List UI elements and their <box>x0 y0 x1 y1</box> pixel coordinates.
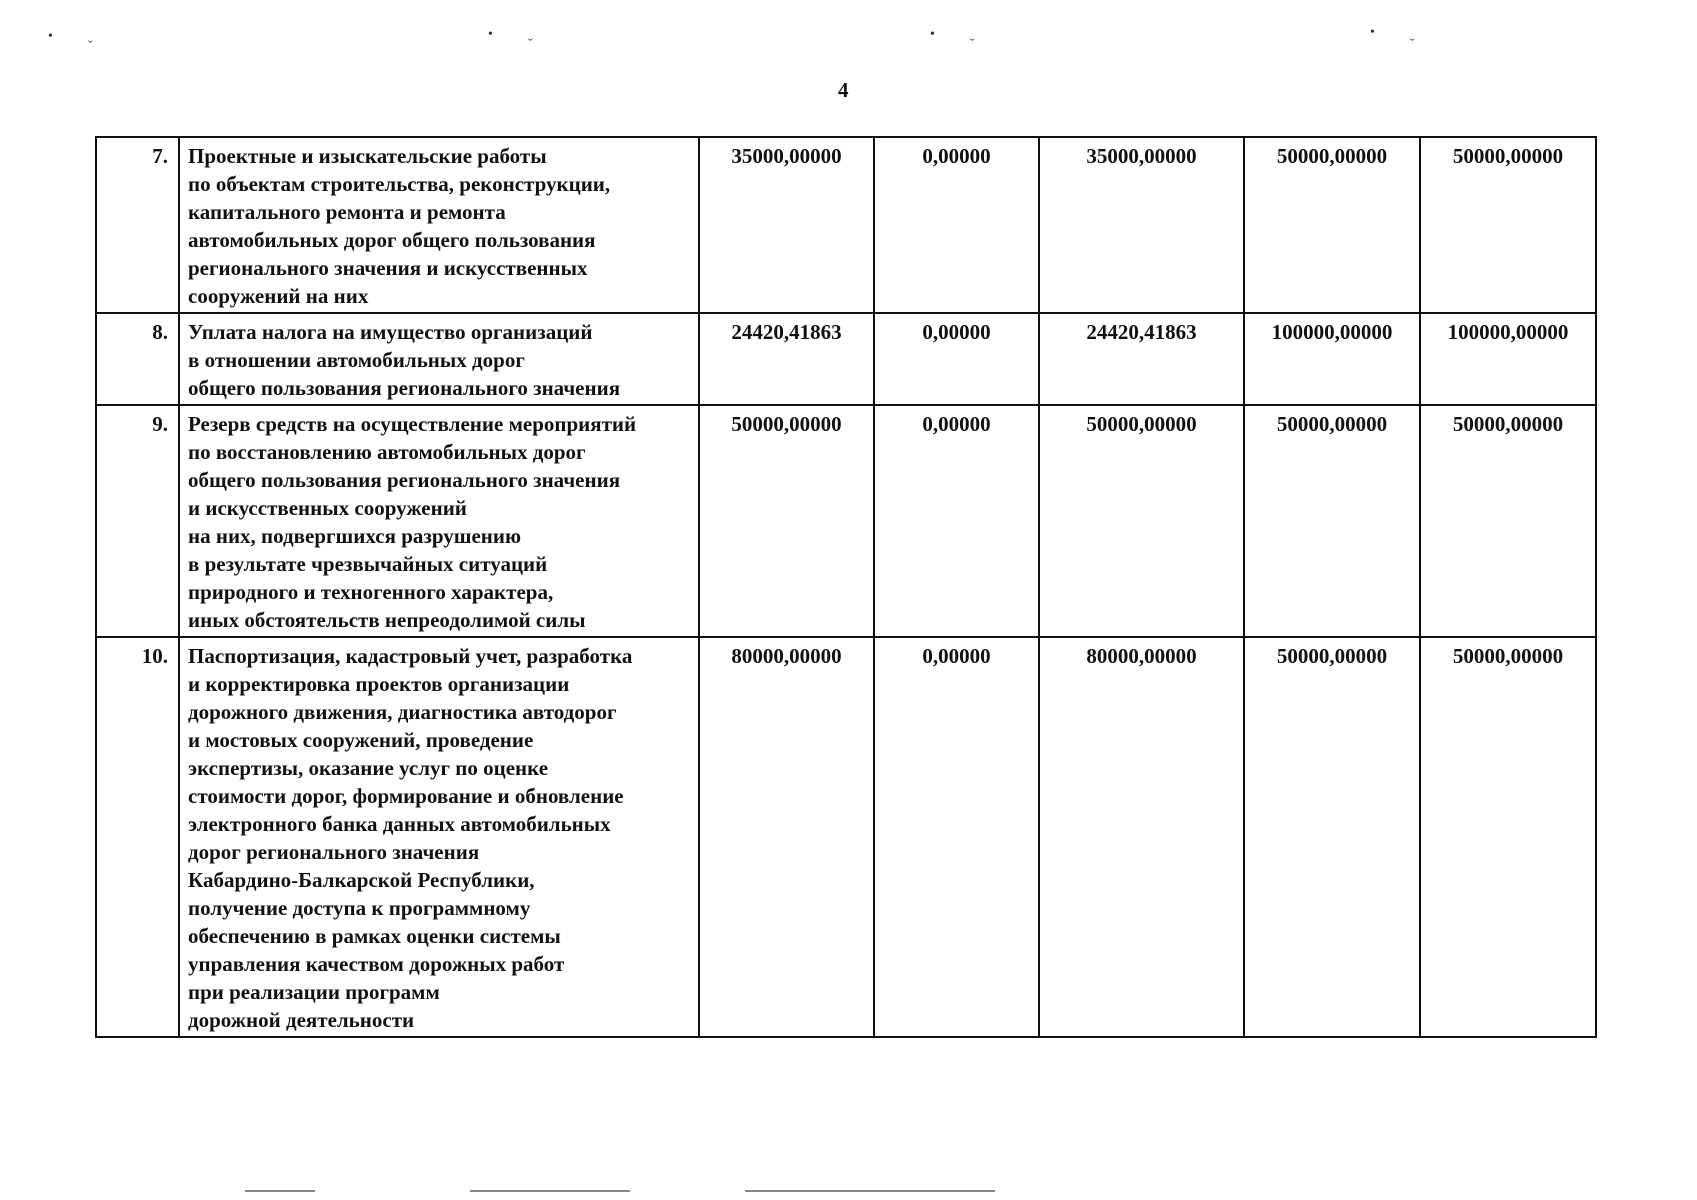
row-number: 9. <box>96 405 179 637</box>
scan-rule <box>745 1190 995 1192</box>
page-number: 4 <box>838 78 849 102</box>
row-description: Резерв средств на осуществление мероприятий по восстановлению автомобильных дорог общего пользования регионального значения и искусственных сооружений на них, подвергшихся разрушению в результате чрезвычайных ситуаций природного и техногенного характера, иных обстоятельств непреодолимой силы <box>179 405 699 637</box>
row-number: 7. <box>96 137 179 313</box>
table-row <box>96 313 1596 405</box>
value-col-1: 35000,00000 <box>699 137 874 313</box>
scan-speck: ˇ <box>970 37 975 52</box>
budget-table <box>95 136 1597 1038</box>
scan-speck: • <box>1370 25 1375 40</box>
value-col-5: 50000,00000 <box>1420 637 1596 1037</box>
value-col-3: 24420,41863 <box>1039 313 1244 405</box>
scan-rule <box>470 1190 630 1192</box>
value-col-2: 0,00000 <box>874 405 1039 637</box>
row-description: Проектные и изыскательские работы по объектам строительства, реконструкции, капитального ремонта и ремонта автомобильных дорог общего пользования регионального значения и искусственных сооружений на них <box>179 137 699 313</box>
value-col-1: 24420,41863 <box>699 313 874 405</box>
value-col-3: 50000,00000 <box>1039 405 1244 637</box>
scan-speck: • <box>488 27 493 42</box>
table-row <box>96 405 1596 637</box>
row-number: 8. <box>96 313 179 405</box>
value-col-5: 50000,00000 <box>1420 405 1596 637</box>
row-number: 10. <box>96 637 179 1037</box>
value-col-4: 50000,00000 <box>1244 405 1420 637</box>
table-row <box>96 637 1596 1037</box>
value-col-3: 80000,00000 <box>1039 637 1244 1037</box>
value-col-4: 100000,00000 <box>1244 313 1420 405</box>
value-col-2: 0,00000 <box>874 313 1039 405</box>
value-col-1: 80000,00000 <box>699 637 874 1037</box>
row-description: Паспортизация, кадастровый учет, разработка и корректировка проектов организации дорожного движения, диагностика автодорог и мостовых сооружений, проведение экспертизы, оказание услуг по оценке стоимости дорог, формирование и обновление электронного банка данных автомобильных дорог регионального значения Кабардино-Балкарской Республики, получение доступа к программному обеспечению в рамках оценки системы управления качеством дорожных работ при реализации программ дорожной деятельности <box>179 637 699 1037</box>
scan-speck: ˇ <box>88 39 93 54</box>
row-description: Уплата налога на имущество организаций в отношении автомобильных дорог общего пользования регионального значения <box>179 313 699 405</box>
table-row <box>96 137 1596 313</box>
scan-speck: • <box>48 29 53 44</box>
value-col-5: 100000,00000 <box>1420 313 1596 405</box>
value-col-1: 50000,00000 <box>699 405 874 637</box>
value-col-2: 0,00000 <box>874 137 1039 313</box>
scan-speck: ˇ <box>528 37 533 52</box>
scan-speck: ˇ <box>1410 37 1415 52</box>
value-col-3: 35000,00000 <box>1039 137 1244 313</box>
value-col-2: 0,00000 <box>874 637 1039 1037</box>
value-col-5: 50000,00000 <box>1420 137 1596 313</box>
scan-rule <box>245 1190 315 1192</box>
value-col-4: 50000,00000 <box>1244 137 1420 313</box>
scan-speck: • <box>930 27 935 42</box>
value-col-4: 50000,00000 <box>1244 637 1420 1037</box>
